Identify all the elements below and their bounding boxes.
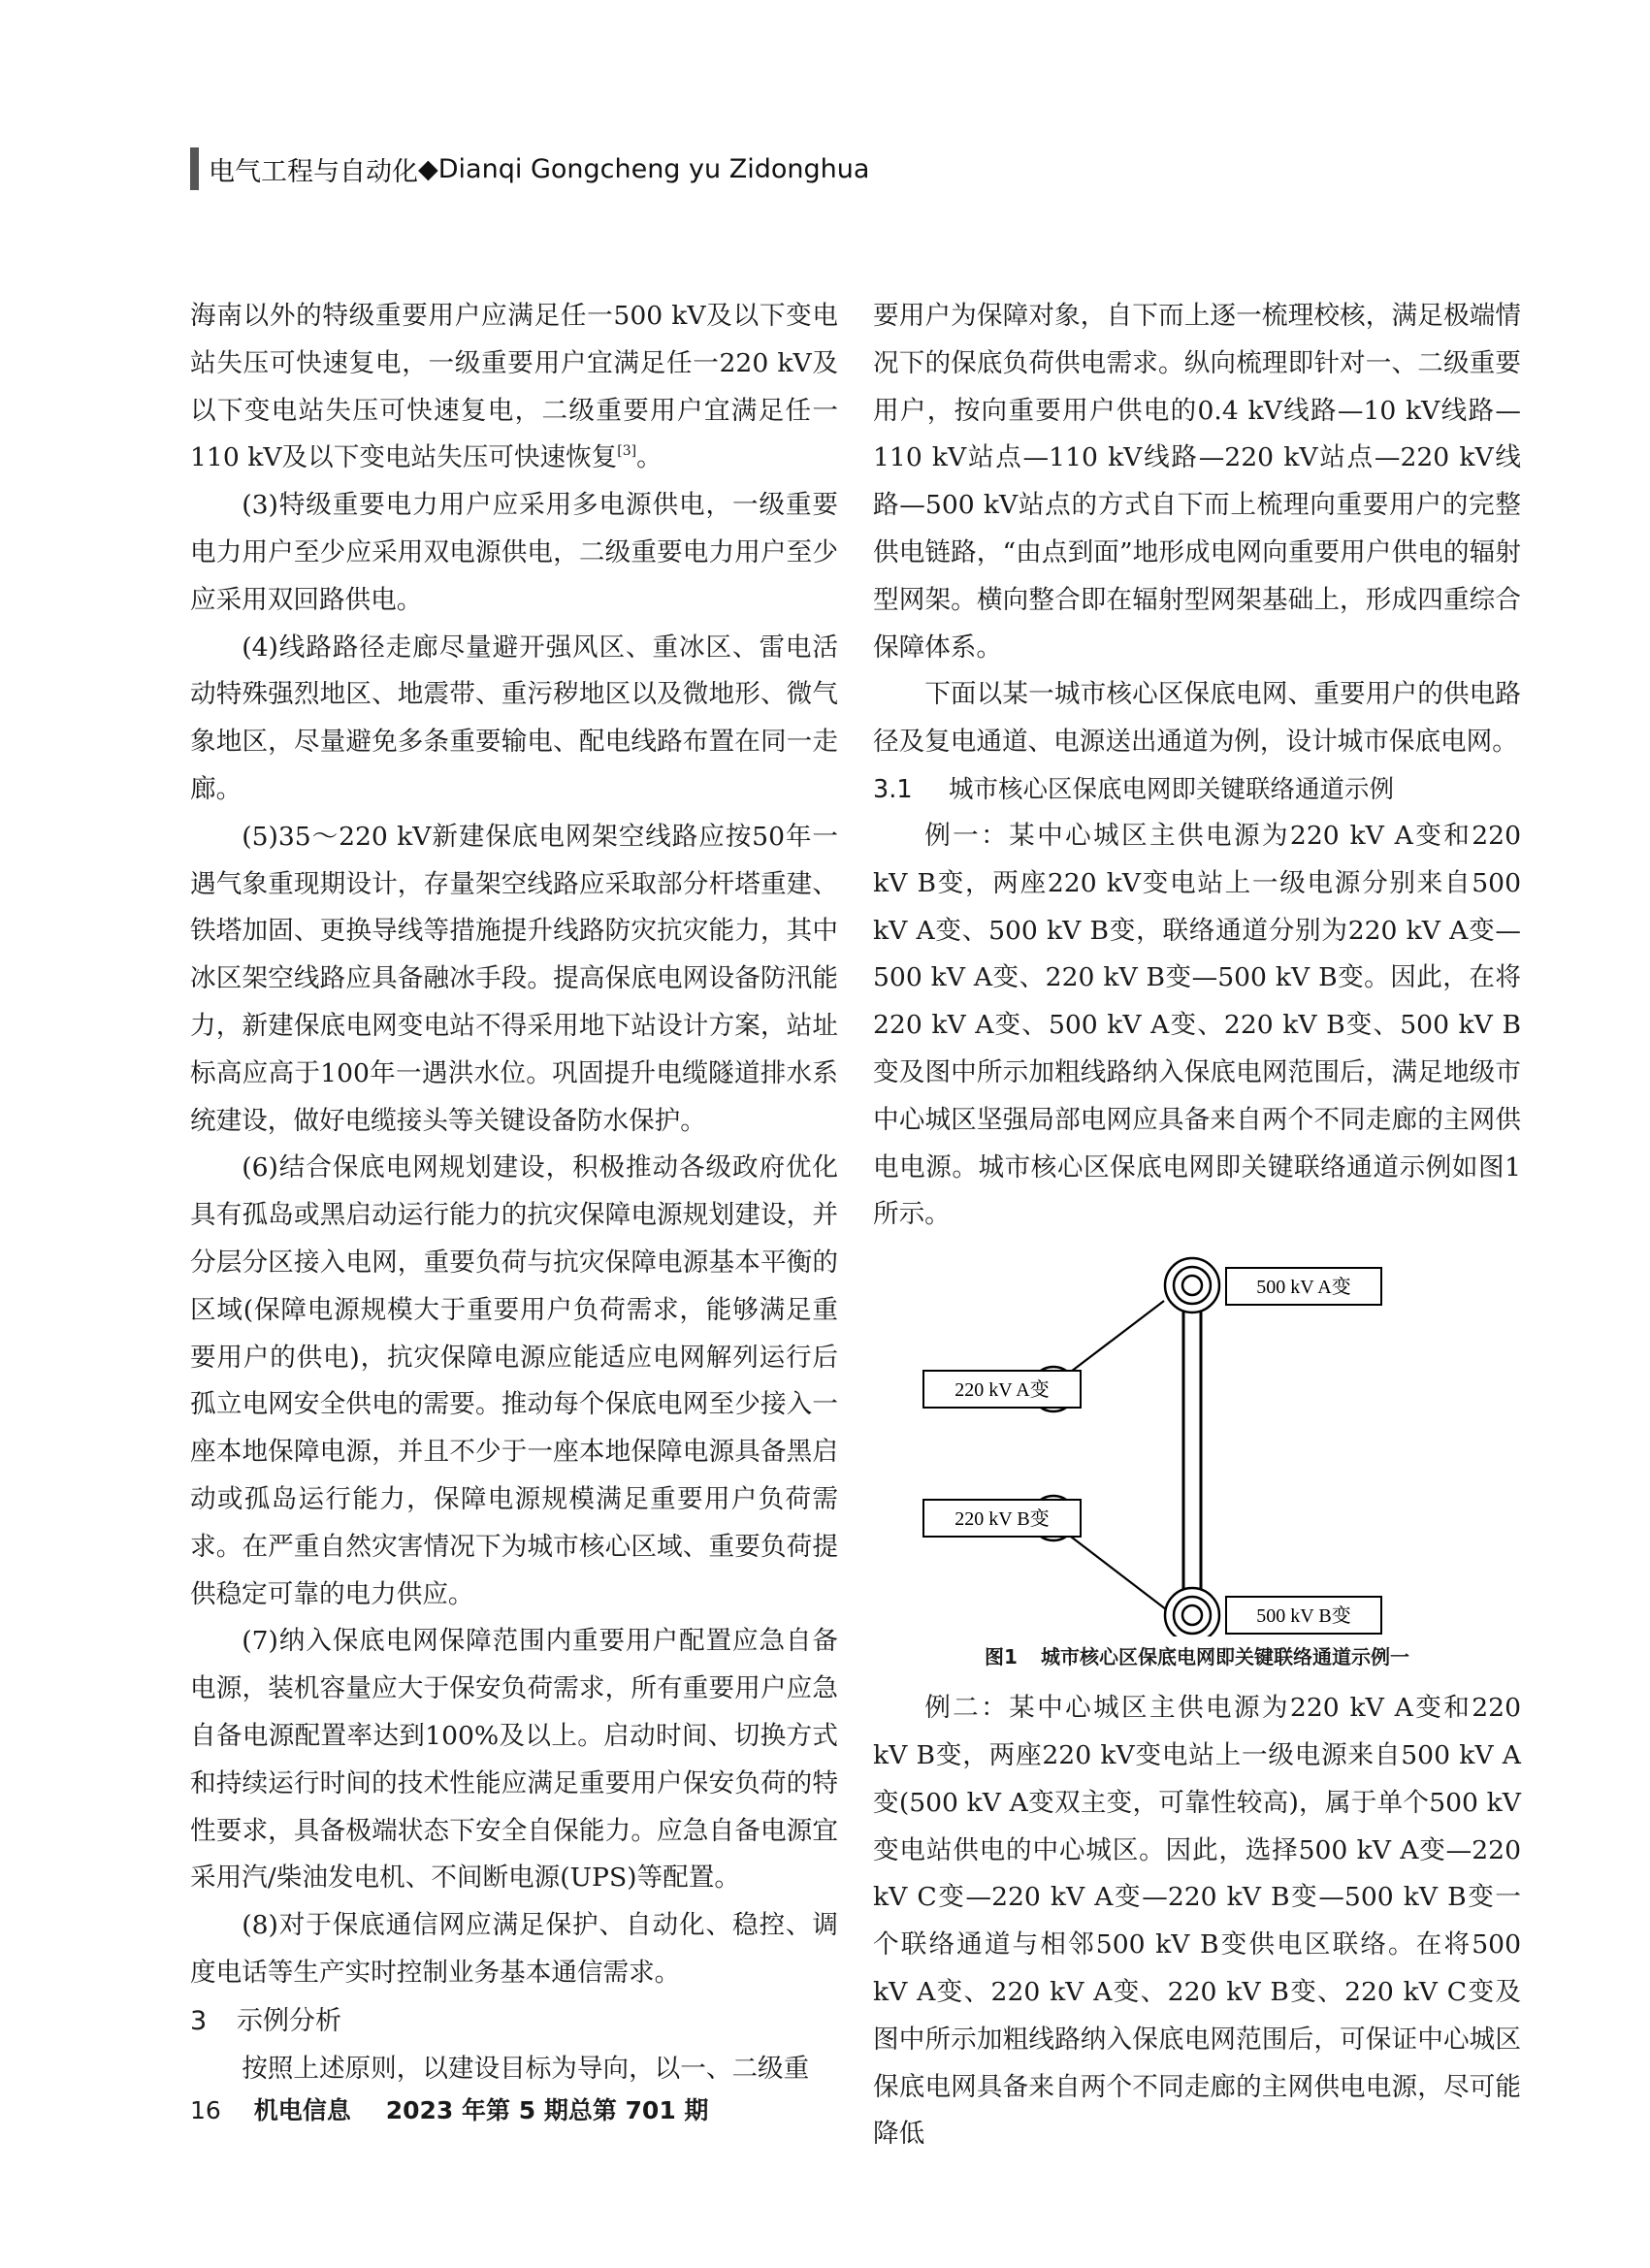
figure-caption-text: 城市核心区保底电网即关键联络通道示例一 (1040, 1645, 1409, 1669)
substation-500kv-b-icon (1165, 1588, 1219, 1636)
paragraph: (6)结合保底电网规划建设，积极推动各级政府优化具有孤岛或黑启动运行能力的抗灾保障电源规划建设，并分层分区接入电网，重要负荷与抗灾保障电源基本平衡的区域(保障电源规模大于重要用户负荷需求，能够满足重要用户的供电)，抗灾保障电源应能适应电网解列运行后孤立电网安全供电的需要。推动每个保底电网至少接入一座本地保障电源，并且不少于一座本地保障电源具备黑启动或孤岛运行能力，保障电源规模满足重要用户负荷需求。在严重自然灾害情况下为城市核心区域、重要负荷提供稳定可靠的电力供应。 (190, 1152, 838, 1609)
journal-name: 机电信息 (253, 2096, 351, 2124)
subsection-heading (873, 766, 1521, 813)
subsection-number: 3.1 (873, 774, 913, 804)
section-heading (190, 1997, 838, 2046)
header-title-cn: 电气工程与自动化 (209, 156, 418, 187)
link-220b-500b (1067, 1534, 1166, 1609)
paragraph: 按照上述原则，以建设目标为导向，以一、二级重 (242, 2053, 810, 2084)
paragraph: (5)35～220 kV新建保底电网架空线路应按50年一遇气象重现期设计，存量架空线路应采取部分杆塔重建、铁塔加固、更换导线等措施提升线路防灾抗灾能力，其中冰区架空线路应具备融冰手段。提高保底电网设备防汛能力，新建保底电网变电站不得采用地下站设计方案，站址标高应高于100年一遇洪水位。巩固提升电缆隧道排水系统建设，做好电缆接头等关键设备防水保护。 (190, 821, 838, 1136)
paragraph-end: 。 (636, 442, 663, 473)
label-500kv-b: 500 kV B变 (1256, 1605, 1351, 1628)
paragraph: (4)线路路径走廊尽量避开强风区、重冰区、雷电活动特殊强烈地区、地震带、重污秽地区以及微地形、微气象地区，尽量避免多条重要输电、配电线路布置在同一走廊。 (190, 632, 838, 804)
reference-mark: [3] (617, 443, 637, 460)
paragraph: 要用户为保障对象，自下而上逐一梳理校核，满足极端情况下的保底负荷供电需求。纵向梳理即针对一、二级重要用户，按向重要用户供电的0.4 kV线路—10 kV线路—110 kV站点—110 kV线路—220 kV站点—220 kV线路—500 kV站点的方式自下而上梳理向重要用户的完整供电链路，“由点到面”地形成电网向重要用户供电的辐射型网架。横向整合即在辐射型网架基础上，形成四重综合保障体系。 (873, 301, 1521, 663)
paragraph: 下面以某一城市核心区保底电网、重要用户的供电路径及复电通道、电源送出通道为例，设计城市保底电网。 (873, 679, 1521, 758)
subsection-title: 城市核心区保底电网即关键联络通道示例 (949, 774, 1395, 804)
paragraph: (8)对于保底通信网应满足保护、自动化、稳控、调度电话等生产实时控制业务基本通信需求。 (190, 1910, 838, 1988)
substation-500kv-a-icon (1165, 1258, 1219, 1312)
issue-info: 2023 年第 5 期总第 701 期 (385, 2096, 709, 2124)
label-220kv-a: 220 kV A变 (954, 1379, 1050, 1402)
left-column (190, 293, 838, 2092)
grid-diagram (873, 1250, 1521, 1636)
paragraph: (3)特级重要电力用户应采用多电源供电，一级重要电力用户至少应采用双电源供电，二级重要电力用户至少应采用双回路供电。 (190, 490, 838, 615)
link-220a-500a (1067, 1301, 1164, 1375)
right-column (873, 293, 1521, 2158)
paragraph-text: 海南以外的特级重要用户应满足任一500 kV及以下变电站失压可快速复电，一级重要用户宜满足任一220 kV及以下变电站失压可快速复电，二级重要用户宜满足任一110 kV及以下变电站失压可快速恢复 (190, 301, 838, 473)
label-500kv-a: 500 kV A变 (1256, 1277, 1351, 1299)
figure-1 (873, 1250, 1521, 1636)
figure-number: 图1 (985, 1645, 1018, 1669)
paragraph: 例一：某中心城区主供电源为220 kV A变和220 kV B变，两座220 kV变电站上一级电源分别来自500 kV A变、500 kV B变，联络通道分别为220 kV A变—500 kV A变、220 kV B变—500 kV B变。因此，在将220 kV A变、500 kV A变、220 kV B变、500 kV B变及图中所示加粗线路纳入保底电网范围后，满足地级市中心城区坚强局部电网应具备来自两个不同走廊的主网供电电源。城市核心区保底电网即关键联络通道示例如图1所示。 (873, 820, 1521, 1230)
header-title-pinyin: Dianqi Gongcheng yu Zidonghua (437, 153, 870, 184)
paragraph: (7)纳入保底电网保障范围内重要用户配置应急自备电源，装机容量应大于保安负荷需求，所有重要用户应急自备电源配置率达到100%及以上。启动时间、切换方式和持续运行时间的技术性能应满足重要用户保安负荷的特性要求，具备极端状态下安全自保能力。应急自备电源宜采用汽/柴油发电机、不间断电源(UPS)等配置。 (190, 1626, 838, 1894)
figure-caption (873, 1636, 1521, 1677)
header-diamond: ◆ (418, 153, 438, 184)
section-title: 示例分析 (237, 2005, 341, 2036)
paragraph (190, 293, 838, 482)
label-220kv-b: 220 kV B变 (954, 1508, 1050, 1531)
page-footer (190, 2091, 708, 2126)
paragraph: 例二：某中心城区主供电源为220 kV A变和220 kV B变，两座220 kV变电站上一级电源来自500 kV A变(500 kV A变双主变，可靠性较高)，属于单个500 kV变电站供电的中心城区。因此，选择500 kV A变—220 kV C变—220 kV A变—220 kV B变—500 kV B变一个联络通道与相邻500 kV B变供电区联络。在将500 kV A变、220 kV A变、220 kV B变、220 kV C变及图中所示加粗线路纳入保底电网范围后，可保证中心城区保底电网具备来自两个不同走廊的主网供电电源，尽可能降低 (873, 1693, 1521, 2150)
section-number: 3 (190, 2005, 208, 2036)
running-header (190, 147, 869, 190)
page-number: 16 (190, 2096, 221, 2124)
header-bar (190, 147, 199, 190)
